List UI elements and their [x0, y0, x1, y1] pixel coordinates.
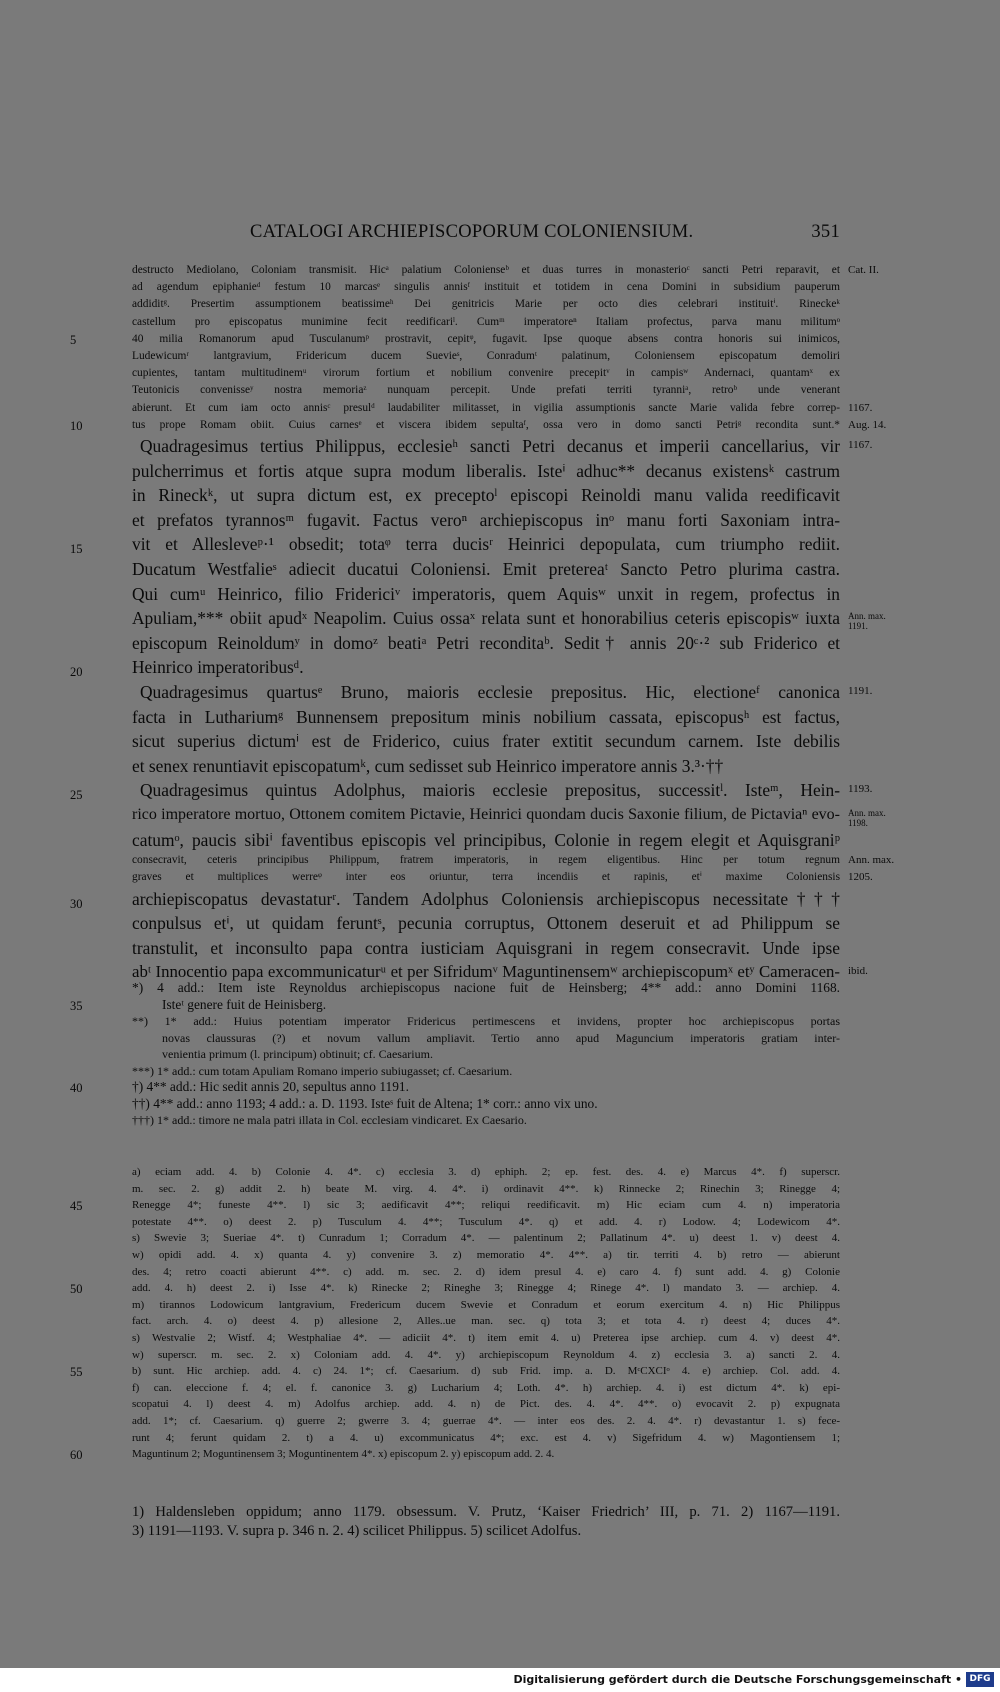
margin-note: 1167. [848, 439, 873, 452]
text-line [132, 365, 840, 382]
apparatus-line [132, 1247, 840, 1264]
text-line [132, 852, 895, 869]
footnote-line [132, 1522, 840, 1541]
line-number: 10 [70, 418, 83, 433]
line-number: 20 [70, 665, 83, 680]
annotation-line [132, 1013, 840, 1030]
line-number: 50 [70, 1282, 83, 1297]
line-text: transtulit, et inconsulto papa contra iusticiam Aquisgrani in regem consecravit. Unde ipse [132, 937, 840, 958]
line-text: catumᵒ, paucis sibiⁱ faventibus episcopis vel principibus, Colonie in regem elegit et Aquisgraniᵖ [132, 829, 840, 850]
text-line [132, 754, 840, 779]
dfg-credit-text: Digitalisierung gefördert durch die Deutsche Forschungsgemeinschaft • [513, 1673, 962, 1686]
apparatus-line [132, 1230, 840, 1247]
text-line [132, 382, 840, 399]
annotation-line [132, 1112, 840, 1129]
annotation-text: †) 4** add.: Hic sedit annis 20, sepultus anno 1191. [132, 1079, 409, 1094]
apparatus-line [132, 1313, 840, 1330]
text-line [132, 582, 840, 607]
text-line [132, 434, 873, 459]
annotation-line [132, 1046, 840, 1063]
apparatus-line [132, 1396, 840, 1413]
text-line [70, 887, 840, 912]
margin-note: Ann. max. 1198. [848, 807, 886, 828]
line-number: 5 [70, 332, 77, 347]
apparatus-text: fact. arch. 4. o) deest 4. p) allesione 2, Alles..ue man. sec. q) tota 3; et tota 4. r) deest 4; duces 4*. [132, 1315, 840, 1328]
line-text: conpulsus etⁱ, ut quidam feruntˢ, pecunia corruptus, Ottonem deseruit et ad Philippum se [132, 913, 840, 934]
text-line [132, 606, 886, 632]
apparatus-text: w) opidi add. 4. x) quanta 4. y) convenire 3. z) memoratio 4*. 4**. a) tir. territi 4. b) retro — abierunt [132, 1248, 840, 1261]
apparatus-text: w) superscr. m. sec. 2. x) Coloniam add. 4. 4*. y) archiepiscopum Reynoldum 4. z) ecclesia 3. a) sancti 2. 4. [132, 1348, 840, 1361]
line-text: cupientes, tantam multitudinemᵘ virorum fortium et nobilium convenire precepitᵛ in campisʷ Andernaci, quantamˣ ex [132, 367, 840, 380]
apparatus-text: des. 4; retro coacti abierunt 4**. c) add. m. sec. 2. d) idem presul 4. e) caro 4. f) sunt add. 4. g) Colonie [132, 1265, 840, 1278]
annotation-text: Isteᵗ genere fuit de Heinisberg. [162, 996, 327, 1012]
footnotes [132, 1503, 840, 1541]
line-text: ad agendum epiphanieᵈ festum 10 marcasᵉ singulis annisᶠ instituit et totidem in cena Domini in subsidium pauperum [132, 281, 840, 294]
line-text: abierunt. Et cum iam octo annisᶜ presulᵈ laudabiliter militasset, in vigilia assumptionis sancte Marie valida febre correp- [132, 401, 840, 414]
running-title: CATALOGI ARCHIEPISCOPORUM COLONIENSIUM. [250, 222, 694, 242]
line-text: tus prope Romam obiit. Cuius carnesᵉ et viscera ibidem sepultaᶠ, ossa vero in domo sancti Petriᵍ recondita sunt.* [132, 418, 840, 431]
line-text: facta in Luthariumᵍ Bunnensem prepositum minis nobilium cassata, episcopusʰ est factus, [132, 706, 840, 727]
line-text: Quadragesimus quartusᵉ Bruno, maioris ecclesie prepositus. Hic, electioneᶠ canonica [140, 681, 840, 702]
text-line [132, 348, 840, 365]
apparatus-line [132, 1297, 840, 1314]
line-text: Ducatum Westfalieˢ adiecit ducatui Coloniensi. Emit pretereaᵗ Sancto Petro plurima castra. [132, 559, 840, 579]
margin-note: 1191. [848, 684, 873, 697]
annotation-line [132, 980, 840, 997]
margin-note: Ann. max. 1191. [848, 611, 886, 632]
line-text: destructo Mediolano, Coloniam transmisit. Hicᵃ palatium Colonienseᵇ et duas turres in monasterioᶜ sancti Petri reparavit, et [132, 264, 840, 276]
apparatus-text: a) eciam add. 4. b) Colonie 4. 4*. c) ecclesia 3. d) ephiph. 2; ep. fest. des. 4. e) Marcus 4*. f) superscr. [132, 1166, 840, 1178]
annotation-text: ††) 4** add.: anno 1193; 4 add.: a. D. 1193. Isteˢ fuit de Altena; 1* corr.: anno vix uno. [132, 1095, 598, 1111]
text-line [70, 655, 840, 680]
text-line [132, 936, 840, 961]
line-text: Heinrico imperatoribusᵈ. [132, 657, 304, 678]
apparatus-text: potestate 4**. o) deest 2. p) Tusculum 4. 4**; Tusculum 4*. q) et add. 4. r) Lodow. 4; Lodewicom 4*. [132, 1215, 840, 1228]
margin-note: 1193. [848, 783, 873, 796]
line-number: 40 [70, 1081, 83, 1095]
annotation-text: *) 4 add.: Item iste Reynoldus archiepiscopus nacione fuit de Heinsberg; 4** add.: anno Domini 1168. [132, 980, 840, 995]
line-text: castellum pro episcopatus munimine fecit reedificariˡ. Cumᵐ imperatoreⁿ Italiam profectus, parva manu militumᵒ [132, 315, 840, 328]
text-line [132, 869, 873, 886]
annotation-line [132, 1096, 840, 1113]
text-line [132, 400, 873, 417]
annotation-line [132, 1030, 840, 1047]
apparatus-line [132, 1413, 840, 1430]
line-text: episcopum Reinoldumʸ in domoᶻ beatiᵃ Petri reconditaᵇ. Sedit† annis 20ᶜ·² sub Friderico et [132, 632, 840, 653]
apparatus-text: add. 4. h) deest 2. i) Isse 4*. k) Rinecke 2; Rineghe 3; Rinegge 4; Rinege 4*. l) mandato 3. — archiep. 4. [132, 1282, 840, 1295]
text-line [132, 557, 840, 582]
apparatus-text: f) can. eleccione f. 4; el. f. canonice 3. g) Lucharium 4; Loth. 4*. h) archiep. 4. i) est dictum 4*. k) epi- [132, 1381, 840, 1394]
text-line [132, 680, 873, 705]
apparatus-text: s) Swevie 3; Sueriae 4*. t) Cunradum 1; Corradum 4*. — palentinum 2; Pallatinum 4*. u) deest 1. v) deest 4. [132, 1232, 840, 1245]
line-number: 35 [70, 998, 83, 1013]
apparatus-text: scopatui 4. l) deest 4. m) Adolfus archiep. add. 4. n) de Pict. des. 4. 4*. 4**. o) evocavit 2. p) expugnata [132, 1398, 840, 1411]
line-text: archiepiscopatus devastaturʳ. Tandem Adolphus Coloniensis archiepiscopus necessitate††† [132, 888, 840, 909]
line-text: Quadragesimus tertius Philippus, ecclesieʰ sancti Petri decanus et imperii cancellarius, vir [140, 436, 840, 457]
apparatus-line [70, 1446, 840, 1463]
line-text: graves et multiplices werreᵠ inter eos oriuntur, terra incendiis et rapinis, etⁱ maxime Coloniensis [132, 871, 840, 884]
apparatus-line [132, 1330, 840, 1347]
line-text: et senex renuntiavit episcopatumᵏ, cum sedisset sub Heinrico imperatore annis 3.³·†† [132, 755, 724, 776]
text-line [70, 778, 873, 803]
text-line [132, 459, 840, 484]
apparatus-text: Renegge 4*; funeste 4**. l) sic 3; aedificavit 4**; reliqui reedificavit. m) Hic eciam cum 4. n) imperatoria [132, 1199, 840, 1212]
annotation-line [132, 1063, 840, 1080]
footnote-text: 1) Haldensleben oppidum; anno 1179. obsessum. V. Prutz, ‘Kaiser Friedrich’ III, p. 71. 2) 1167—1191. [132, 1504, 840, 1520]
page-number: 351 [811, 222, 840, 242]
line-text: sicut superius dictumⁱ est de Friderico, cuius frater extitit secundum carnem. Iste debilis [132, 731, 840, 752]
margin-note: Ann. max. [848, 854, 895, 867]
text-line [132, 279, 840, 296]
line-text: Qui cumᵘ Heinrico, filio Fridericiᵛ imperatoris, quem Aquisʷ unxit in regem, profectus in [132, 583, 840, 604]
apparatus-line [132, 1164, 840, 1181]
apparatus-text: b) sunt. Hic archiep. add. 4. c) 24. 1*; cf. Caesarium. d) sub Frid. imp. a. D. MᶜCXCIᵒ 4. e) archiep. Col. add. 4. [132, 1365, 840, 1378]
apparatus-text: runt 4; ferunt quidam 2. t) a 4. u) excommunicatus 4*; exc. est 4. v) Sigefridum 4. w) Magontiensem 1; [132, 1431, 840, 1444]
apparatus-line [70, 1363, 840, 1380]
annotation-text: †††) 1* add.: timore ne mala patri illata in Col. ecclesiam vindicaret. Ex Caesario. [132, 1113, 527, 1127]
line-text: 40 milia Romanorum apud Tusculanumᵖ prostravit, cepitᵠ, fugavit. Ipse quoque absens contra honoris sui inimicos, [132, 332, 840, 345]
line-text: Ludewicumʳ lantgravium, Fridericum ducem Suevieˢ, Conradumᵗ palatinum, Coloniensem episcopatum demoliri [132, 350, 840, 363]
apparatus-line [132, 1430, 840, 1447]
text-line [132, 803, 886, 828]
annotation-text: **) 1* add.: Huius potentiam imperator Fridericus pertimescens et invidens, propter hoc archiepiscopus portas [132, 1014, 840, 1028]
annotation-line [70, 1079, 840, 1096]
apparatus-text: m) tirannos Lodowicum lantgravium, Fredericum ducem Swevie et Conradum et eorum exercitum 4. n) Hic Philippus [132, 1298, 840, 1311]
line-text: in Rineckᵏ, ut supra dictum est, ex preceptoˡ episcopi Reinoldi manu valida reedificavit [132, 485, 840, 506]
line-number: 15 [70, 542, 83, 557]
dfg-logo: DFG [966, 1672, 994, 1687]
line-text: pulcherrimus et fortis atque supra modum liberalis. Isteⁱ adhuc** decanus existensᵏ castrum [132, 460, 840, 481]
apparatus-line [132, 1264, 840, 1281]
annotation-line [70, 996, 840, 1014]
footnote-line [132, 1503, 840, 1522]
text-line [132, 631, 840, 656]
apparatus-line [132, 1380, 840, 1397]
apparatus-line [70, 1280, 840, 1297]
main-text [70, 262, 895, 985]
margin-note: ibid. [848, 965, 868, 978]
text-line [70, 331, 840, 348]
dfg-footer-bar [0, 1668, 1000, 1692]
line-text: Quadragesimus quintus Adolphus, maioris ecclesie prepositus, successitˡ. Isteᵐ, Hein- [140, 780, 840, 801]
text-line [132, 314, 840, 331]
text-line [132, 483, 840, 508]
star-annotations [70, 980, 840, 1129]
margin-note: Aug. 14. [848, 418, 887, 431]
line-text: vit et Allesleveᵖ·¹ obsedit; totaᵠ terra ducisʳ Heinrici depopulata, cum triumpho rediit. [132, 534, 840, 555]
text-line [132, 262, 879, 279]
annotation-text: venientia primum (l. principum) obtinuit; cf. Caesarium. [162, 1047, 433, 1061]
annotation-text: ***) 1* add.: cum totam Apuliam Romano imperio subiugasset; cf. Caesarium. [132, 1063, 513, 1078]
line-text: et prefatos tyrannosᵐ fugavit. Factus veroⁿ archiepiscopus inᵒ manu forti Saxoniam intra- [132, 509, 840, 530]
text-line [132, 729, 840, 754]
footnote-text: 3) 1191—1193. V. supra p. 346 n. 2. 4) scilicet Philippus. 5) scilicet Adolfus. [132, 1523, 582, 1539]
line-number: 30 [70, 896, 83, 911]
apparatus-text: m. sec. 2. g) addit 2. h) beate M. virg. 4. 4*. i) ordinavit 4**. k) Rinnecke 2; Rinechin 3; Rinegge 4; [132, 1182, 840, 1195]
apparatus-line [132, 1181, 840, 1198]
margin-note: Cat. II. [848, 264, 879, 276]
text-line [70, 532, 840, 557]
apparatus-line [132, 1347, 840, 1364]
line-number: 55 [70, 1365, 83, 1380]
annotation-text: novas claussuras (?) et novum vallum ampliavit. Tertio anno apud Maguncium imperatoris gratiam inter- [162, 1030, 840, 1045]
text-line [132, 705, 840, 730]
apparatus-text: s) Westvalie 2; Wistf. 4; Westphaliae 4*. — adiciit 4*. t) item emit 4. u) Preterea ipse archiep. cum 4. v) deest 4*. [132, 1331, 840, 1344]
line-text: addiditᵍ. Presertim assumptionem beatissimeʰ Dei genitricis Marie per octo dies celebrari instituitⁱ. Rineckeᵏ [132, 298, 840, 311]
line-text: Teutonicis convenisseʸ nostra memoriaᶻ nunquam percepit. Unde prefati territi tyranniᵃ, retroᵇ unde venerant [132, 384, 840, 397]
apparatus-text: add. 1*; cf. Caesarium. q) guerre 2; gwerre 3. 4; guerrae 4*. — inter eos des. 2. 4. 4*. r) devastantur 1. s) fece- [132, 1414, 840, 1427]
line-text: rico imperatore mortuo, Ottonem comitem Pictavie, Heinrici quondam ducis Saxonie filium, de Pictaviaⁿ evo- [132, 805, 840, 823]
text-line [132, 828, 840, 853]
text-line [70, 417, 887, 434]
line-number: 45 [70, 1199, 83, 1214]
critical-apparatus [70, 1164, 840, 1463]
line-text: abᵗ Innocentio papa excommunicaturᵘ et per Sifridumᵛ Maguntinensemʷ archiepiscopumˣ etʸ Cameracen- [132, 962, 840, 982]
line-text: Apuliam,*** obiit apudˣ Neapolim. Cuius ossaˣ relata sunt et honorabilius ceteris episcopisʷ iuxta [132, 608, 840, 629]
line-text: consecravit, ceteris principibus Philippum, fratrem imperatoris, in regem eligentibus. Hinc per totum regnum [132, 854, 840, 867]
apparatus-line [132, 1214, 840, 1231]
margin-note: 1205. [848, 871, 873, 884]
text-line [132, 296, 840, 313]
line-number: 60 [70, 1448, 83, 1463]
text-line [132, 508, 840, 533]
line-number: 25 [70, 788, 83, 803]
text-line [132, 911, 840, 936]
margin-note: 1167. [848, 401, 873, 414]
apparatus-text: Maguntinum 2; Moguntinensem 3; Moguntinentem 4*. x) episcopum 2. y) episcopum add. 2. 4. [132, 1448, 555, 1461]
apparatus-line [70, 1197, 840, 1214]
